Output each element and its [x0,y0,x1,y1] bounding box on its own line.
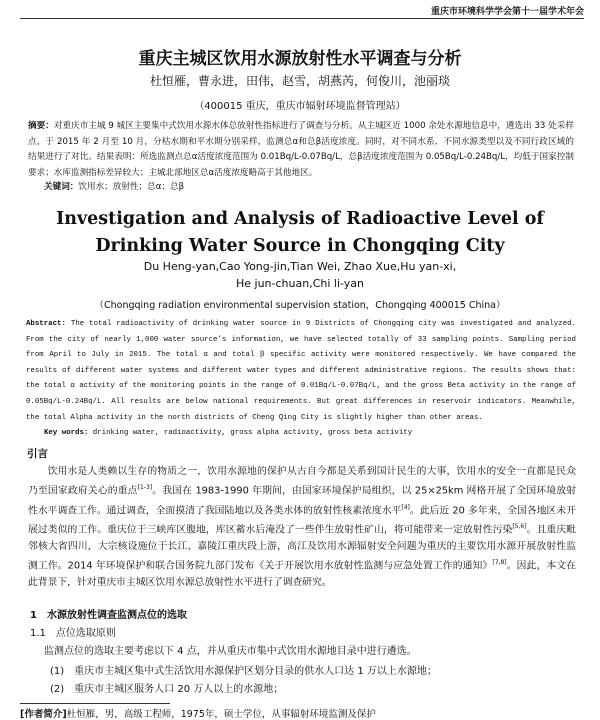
journal-header: 重庆市环境科学学会第十一届学术年会 [430,7,584,17]
keywords-chinese-label: 关键词： [44,182,79,192]
criteria-item-1: (1) 重庆市主城区集中式生活饮用水源保护区划分目录的供水人口达 1 万以上水源地； [50,666,437,677]
citation: [7,8] [492,559,507,567]
keywords-english-label: Key words: [44,429,89,437]
authors-english [0,258,600,292]
title-english-line2: Drinking Water Source in Chongqing City [95,236,505,256]
abstract-chinese [28,119,574,181]
section-1-1-heading: 1.1 点位选取原则 [30,628,116,639]
keywords-english-text: drinking water, radioactivity, gross alpha activity, gross beta activity [92,429,413,437]
intro-part1: 饮用水是人类赖以生存的物质之一，饮用水源地的保护从古自今都是关系到国计民生的大事，饮用水的安全一直都是民众乃至国家政府关心的重点 [28,466,576,497]
abstract-chinese-label: 摘要： [28,121,54,131]
title-english-line1: Investigation and Analysis of Radioactive Level of [56,209,544,229]
affiliation-english: （Chongqing radiation environmental supervision station，Chongqing 400015 China） [94,300,506,311]
abstract-chinese-text: 对重庆市主城 9 城区主要集中式饮用水源水体总放射性指标进行了调查与分析。从主城区近 1000 余处水源地信息中，遴选出 33 处采样点，于 2015 年 2 月至 10 月，分枯水期和平水期分别采样，监测总α和总β活度浓度。同时，对不同水系、不同水源类型以及不同行政区域的结果进行了对比。结果表明：所选监测点总α活度浓度范围为 0.01Bq/L-0.07Bq/L，总β活度浓度范围为 0.05Bq/L-0.24Bq/L，均低于国家控制要求；水库监测指标差异较大；主城北部地区总α活度浓度略高于其他地区。 [28,121,574,178]
keywords-chinese [44,180,184,192]
intro-part3: 。此后近 20 多年来，全国各地区未开展过类似的工作。重庆位于三峡库区腹地，库区蓄水后淹没了一些伴生放射性矿山，将可能带来一定放射性污染 [28,505,577,536]
intro-part2: 。我国在 1983-1990 年期间，由国家环境保护局组织，以 25×25km 网格开展了全国环境放射性水平调查工作。通过调查，全面摸清了我国陆地以及各类水体的放射性核素浓度水平 [28,485,576,517]
footnote-label: [作者简介] [20,709,67,720]
citation: [5,6] [512,523,527,531]
criteria-item-2: (2) 重庆市主城区服务人口 20 万人以上的水源地； [50,684,284,695]
affiliation-chinese: （400015 重庆，重庆市辐射环境监督管理站） [194,101,406,112]
author-footnote [20,706,376,720]
keywords-english [44,429,412,437]
citation: [4] [401,503,410,511]
authors-english-line1: Du Heng-yan,Cao Yong-jin,Tian Wei, Zhao Xue,Hu yan-xi, [143,260,457,273]
section-1-heading: 1 水源放射性调查监测点位的选取 [30,610,187,621]
authors-chinese: 杜恒雁，曹永进，田伟，赵雪，胡燕芮，何俊川，池丽琰 [149,74,450,88]
footnote-rule [20,703,170,704]
section-1-1-paragraph: 监测点位的选取主要考虑以下 4 点，并从重庆市集中式饮用水源地目录中进行遴选。 [44,646,417,657]
title-chinese: 重庆主城区饮用水源放射性水平调查与分析 [138,49,462,69]
title-english [0,206,600,260]
header-rule [20,18,584,19]
keywords-chinese-text: 饮用水；放射性；总α；总β [78,182,185,192]
abstract-english-text: The total radioactivity of drinking water source in 9 Districts of Chongqing city was investigated and analyzed. From the city of nearly 1,000 water source’s information, we have selected totally of 33 sampling points. Sampling period from April to July in 2015. The total α and total β specific activity were monitored respectively. We have compared the results of different water systems and different water types and different administrative regions. The results shows that: the total α activity of the monitoring points in the range of 0.01Bq/L-0.07Bq/L, and the gross Beta activity in the range of 0.05Bq/L-0.24Bq/L. All results are below national requirements. But great differences in reservoir indicators. Meanwhile, the total Alpha activity in the north districts of Cheng Qing City is slightly higher than other areas. [26,320,577,422]
intro-paragraph [28,464,576,591]
authors-english-line2: He jun-chuan,Chi li-yan [235,277,365,290]
intro-part5: 。因此，本文在此背景下，针对重庆市主城区饮用水源总放射性水平进行了调查研究。 [28,560,577,588]
intro-heading: 引言 [27,448,48,460]
abstract-english-label: Abstract: [26,320,66,328]
footnote-text: 杜恒雁，男，高级工程师，1975年，硕士学位，从事辐射环境监测及保护 [66,709,376,720]
abstract-english [26,317,576,426]
intro-part4: 。且重庆毗邻核大省四川，大宗核设施位于长江、嘉陵江重庆段上游，高江及饮用水源辐射安全问题为重庆的主要饮用水源开展放射性监测工作。2014 年环境保护和联合国务院九部门发布《关于开展饮用水放射性监测与应急处置工作的通知》 [28,524,577,572]
citation: [1-3] [137,484,153,492]
